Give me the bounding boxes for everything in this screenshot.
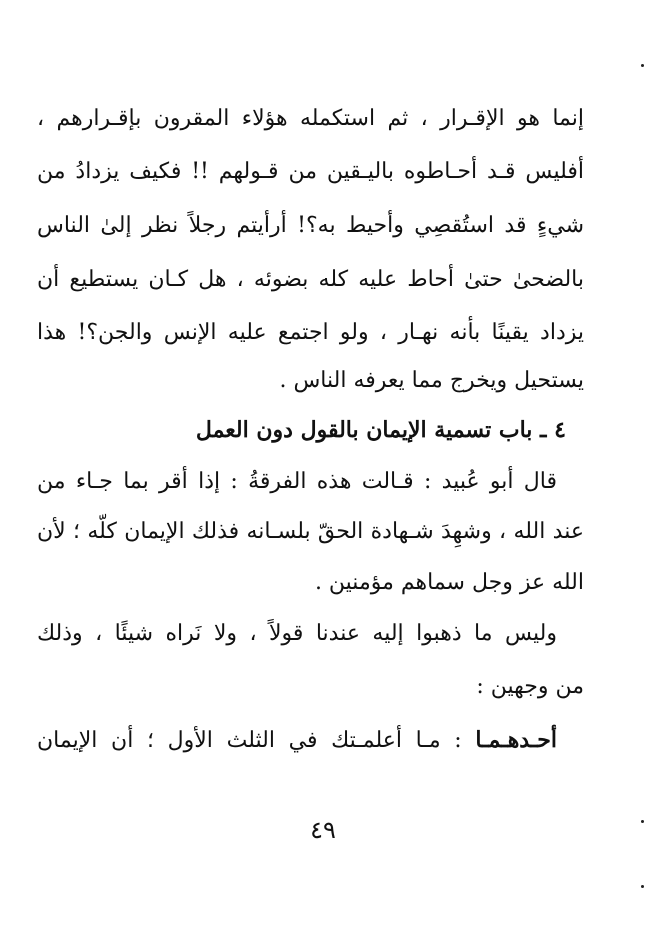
text-line-4: بالضحىٰ حتىٰ أحاط عليه كله بضوئه ، هل كـان يستطيع أن [37,267,584,292]
page-number: ٤٩ [310,816,336,844]
text-line-13 [37,725,557,756]
text-line-5: يزداد يقينًا بأنه نهـار ، ولو اجتمع عليه الإنس والجن؟! هذا [37,320,584,345]
text-line-6: يستحيل ويخرج مما يعرفه الناس . [279,368,584,393]
text-line-12: من وجهين : [476,674,584,699]
scan-speck [641,885,644,888]
text-line-1: إنما هو الإقـرار ، ثم استكمله هؤلاء المقرون بإقـرارهم ، [37,106,584,131]
section-heading: ٤ ـ باب تسمية الإيمان بالقول دون العمل [195,417,566,443]
paragraph-text: : مـا أعلمـتك في الثلث الأول ؛ أن الإيمان [37,728,476,753]
text-line-8: قال أبو عُبيد : قـالت هذه الفرقةُ : إذا أقر بما جـاء من [37,469,557,494]
paragraph-lead-word: أحـدهـمـا [475,727,557,753]
text-line-3: شيءٍ قد استُقصِي وأحيط به؟! أرأيتم رجلاً نظر إلىٰ الناس [37,213,584,238]
scan-speck [641,64,644,67]
text-line-11: وليس ما ذهبوا إليه عندنا قولاً ، ولا نَراه شيئًا ، وذلك [37,621,557,646]
text-line-9: عند الله ، وشهِدَ شـهادة الحقّ بلسـانه فذلك الإيمان كلّه ؛ لأن [37,519,584,544]
text-line-10: الله عز وجل سماهم مؤمنين . [314,570,584,595]
text-line-2: أفليس قـد أحـاطوه باليـقين من قـولهم !! فكيف يزدادُ من [37,159,584,184]
scan-speck [641,820,644,823]
